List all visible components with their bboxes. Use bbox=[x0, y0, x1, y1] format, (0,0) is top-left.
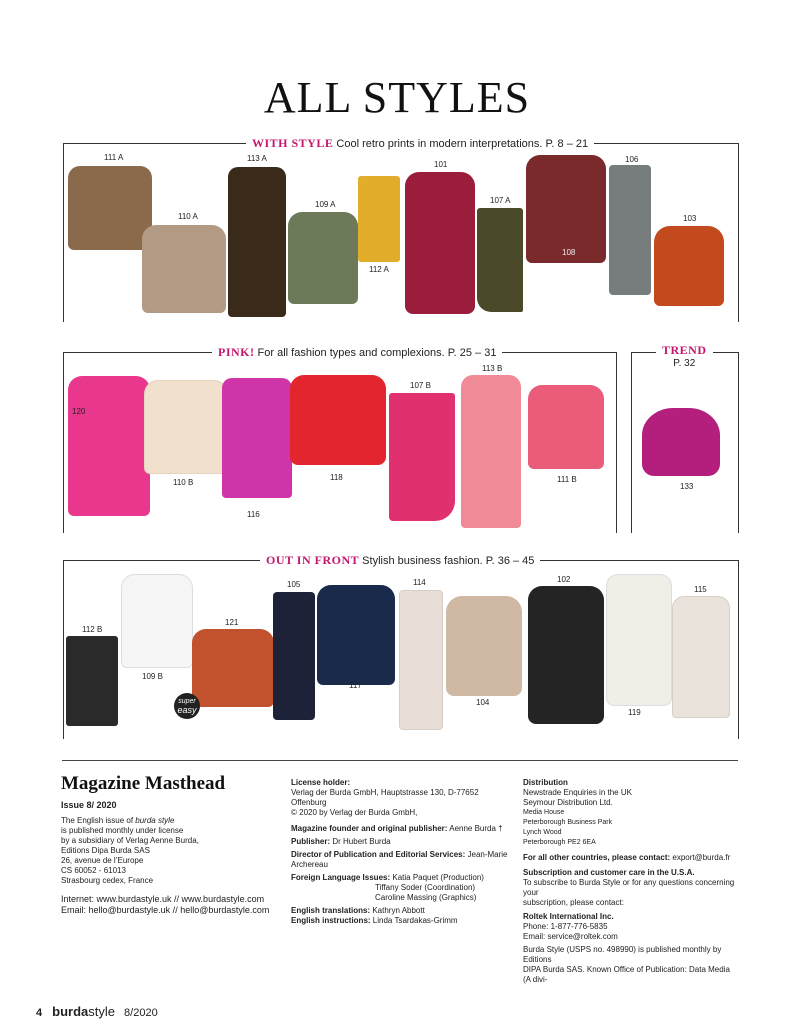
garment-121 bbox=[192, 629, 274, 707]
subs-label: Subscription and customer care in the U.S.A. bbox=[523, 868, 695, 877]
brand-rest: style bbox=[88, 1004, 115, 1019]
garment-label: 111 A bbox=[104, 153, 124, 162]
garment-label: 112 A bbox=[369, 265, 389, 274]
garment-109a bbox=[288, 212, 358, 304]
english-issue-em: burda style bbox=[135, 816, 175, 825]
garment-label: 112 B bbox=[82, 625, 103, 634]
garment-109b bbox=[121, 574, 193, 668]
dist-bold: Newstrade Enquiries in the UK bbox=[523, 788, 632, 797]
garment-111a bbox=[68, 166, 152, 250]
other-label: For all other countries, please contact: bbox=[523, 853, 671, 862]
translations-label: English translations: bbox=[291, 906, 371, 915]
garment-112a bbox=[358, 176, 400, 262]
garment-label: 105 bbox=[287, 580, 301, 589]
dist-line: Media House bbox=[523, 809, 565, 816]
email-us[interactable]: Email: service@roltek.com bbox=[523, 932, 618, 941]
pink-section-heading bbox=[212, 345, 502, 360]
masthead-issue: Issue 8/ 2020 bbox=[61, 800, 117, 810]
badge-line-2: easy bbox=[177, 705, 197, 715]
garment-103 bbox=[654, 226, 724, 306]
brand-bold: burda bbox=[52, 1004, 89, 1019]
garment-110b bbox=[144, 380, 228, 474]
instructions-value: Linda Tsardakas-Grimm bbox=[370, 916, 458, 925]
subs-line: subscription, please contact: bbox=[523, 898, 624, 907]
masthead-column-2 bbox=[291, 778, 513, 926]
trend-section-heading bbox=[656, 343, 713, 369]
instructions-label: English instructions: bbox=[291, 916, 371, 925]
garment-label: 118 bbox=[330, 473, 343, 482]
out-in-front-section-heading bbox=[260, 553, 540, 568]
garment-label: 107 A bbox=[490, 196, 511, 205]
footer-issue: 8/2020 bbox=[124, 1007, 158, 1019]
garment-label: 121 bbox=[225, 618, 239, 627]
translations-value: Kathryn Abbott bbox=[370, 906, 425, 915]
garment-117 bbox=[317, 585, 395, 685]
garment-label: 109 B bbox=[142, 672, 163, 681]
garment-label: 109 A bbox=[315, 200, 336, 209]
garment-label: 120 bbox=[72, 407, 86, 416]
garment-101 bbox=[405, 172, 475, 314]
dist-line: Peterborough Business Park bbox=[523, 819, 613, 826]
masthead-column-3 bbox=[523, 778, 738, 985]
masthead-divider bbox=[62, 760, 738, 761]
section-highlight: TREND bbox=[662, 343, 707, 357]
badge-line-1: super bbox=[178, 698, 196, 705]
garment-label: 113 B bbox=[482, 364, 503, 373]
section-highlight: PINK! bbox=[218, 345, 255, 359]
garment-120 bbox=[68, 376, 150, 516]
garment-label: 119 bbox=[628, 708, 641, 717]
license-line: Verlag der Burda GmbH, Hauptstrasse 130, D-77652 Offenburg bbox=[291, 788, 479, 807]
super-easy-badge bbox=[174, 693, 200, 719]
phone: Phone: 1-877-776-5835 bbox=[523, 922, 608, 931]
garment-111b bbox=[528, 385, 604, 469]
publisher-value: Dr Hubert Burda bbox=[330, 837, 391, 846]
roltek: Roltek International Inc. bbox=[523, 912, 614, 921]
director-value-2: Archereau bbox=[291, 860, 328, 869]
garment-113b bbox=[461, 375, 521, 528]
masthead-line: 26, avenue de l’Europe bbox=[61, 856, 144, 865]
garment-108 bbox=[526, 155, 606, 263]
garment-label: 101 bbox=[434, 160, 448, 169]
page-title: ALL STYLES bbox=[263, 73, 531, 122]
masthead-line: Editions Dipa Burda SAS bbox=[61, 846, 150, 855]
masthead-line: Strasbourg cedex, France bbox=[61, 876, 154, 885]
garment-label: 107 B bbox=[410, 381, 431, 390]
masthead-line: CS 60052 - 61013 bbox=[61, 866, 126, 875]
foreign-line: Katia Paquet (Production) bbox=[390, 873, 484, 882]
section-text: For all fashion types and complexions. P. 25 – 31 bbox=[254, 347, 497, 359]
garment-label: 116 bbox=[247, 510, 260, 519]
garment-107b bbox=[389, 393, 455, 521]
dist-line: Peterborough PE2 6EA bbox=[523, 839, 596, 846]
page-footer bbox=[36, 1004, 158, 1019]
garment-115 bbox=[672, 596, 730, 718]
garment-label: 115 bbox=[694, 585, 707, 594]
page-number: 4 bbox=[36, 1007, 43, 1019]
garment-102 bbox=[528, 586, 604, 724]
english-issue-pre: The English issue of bbox=[61, 816, 136, 825]
garment-114 bbox=[399, 590, 443, 730]
garment-113a bbox=[228, 167, 286, 317]
masthead-line: by a subsidiary of Verlag Aenne Burda, bbox=[61, 836, 199, 845]
garment-label: 110 B bbox=[173, 478, 194, 487]
subs-line: To subscribe to Burda Style or for any questions concerning your bbox=[523, 878, 735, 897]
garment-112b bbox=[66, 636, 118, 726]
garment-110a bbox=[142, 225, 226, 313]
garment-104 bbox=[446, 596, 522, 696]
garment-label: 103 bbox=[683, 214, 697, 223]
usps-line: Burda Style (USPS no. 498990) is published monthly by Editions bbox=[523, 945, 722, 964]
license-label: License holder: bbox=[291, 778, 351, 787]
masthead-column-1 bbox=[61, 772, 281, 916]
garment-105 bbox=[273, 592, 315, 720]
founder-label: Magazine founder and original publisher: bbox=[291, 824, 448, 833]
masthead-heading: Magazine Masthead bbox=[61, 773, 226, 794]
license-line: © 2020 by Verlag der Burda GmbH, bbox=[291, 808, 418, 817]
foreign-line: Tiffany Soder (Coordination) bbox=[375, 883, 476, 892]
section-text: P. 32 bbox=[673, 358, 696, 369]
garment-106 bbox=[609, 165, 651, 295]
founder-value: Aenne Burda † bbox=[447, 824, 503, 833]
email-line[interactable]: Email: hello@burdastyle.uk // hello@burdastyle.com bbox=[61, 905, 270, 915]
publisher-label: Publisher: bbox=[291, 837, 331, 846]
other-value[interactable]: export@burda.fr bbox=[670, 853, 731, 862]
dist-line: Seymour Distribution Ltd. bbox=[523, 798, 613, 807]
garment-label: 111 B bbox=[557, 475, 577, 484]
garment-label: 133 bbox=[680, 482, 694, 491]
masthead-line: is published monthly under license bbox=[61, 826, 184, 835]
garment-label: 117 bbox=[349, 681, 362, 690]
garment-118 bbox=[290, 375, 386, 465]
foreign-label: Foreign Language Issues: bbox=[291, 873, 391, 882]
director-label: Director of Publication and Editorial Services: bbox=[291, 850, 466, 859]
section-highlight: WITH STYLE bbox=[252, 136, 334, 150]
garment-label: 106 bbox=[625, 155, 639, 164]
with-style-section-heading bbox=[246, 136, 594, 151]
section-text: Stylish business fashion. P. 36 – 45 bbox=[359, 555, 535, 567]
internet-line[interactable]: Internet: www.burdastyle.uk // www.burdastyle.com bbox=[61, 894, 265, 904]
garment-133-bag bbox=[642, 408, 720, 476]
garment-107a bbox=[477, 208, 523, 312]
garment-label: 110 A bbox=[178, 212, 198, 221]
foreign-line: Caroline Massing (Graphics) bbox=[375, 893, 477, 902]
garment-label: 108 bbox=[562, 248, 576, 257]
garment-label: 113 A bbox=[247, 154, 267, 163]
section-text: Cool retro prints in modern interpretations. P. 8 – 21 bbox=[333, 138, 589, 150]
dist-line: Lynch Wood bbox=[523, 829, 562, 836]
garment-label: 104 bbox=[476, 698, 490, 707]
garment-119 bbox=[606, 574, 672, 706]
usps-line: DIPA Burda SAS. Known Office of Publication: Data Media (A divi- bbox=[523, 965, 730, 984]
garment-116 bbox=[222, 378, 292, 498]
english-issue-line bbox=[61, 816, 281, 826]
distribution-label: Distribution bbox=[523, 778, 568, 787]
section-highlight: OUT IN FRONT bbox=[266, 553, 360, 567]
garment-label: 102 bbox=[557, 575, 571, 584]
director-value: Jean-Marie bbox=[465, 850, 508, 859]
garment-label: 114 bbox=[413, 578, 426, 587]
